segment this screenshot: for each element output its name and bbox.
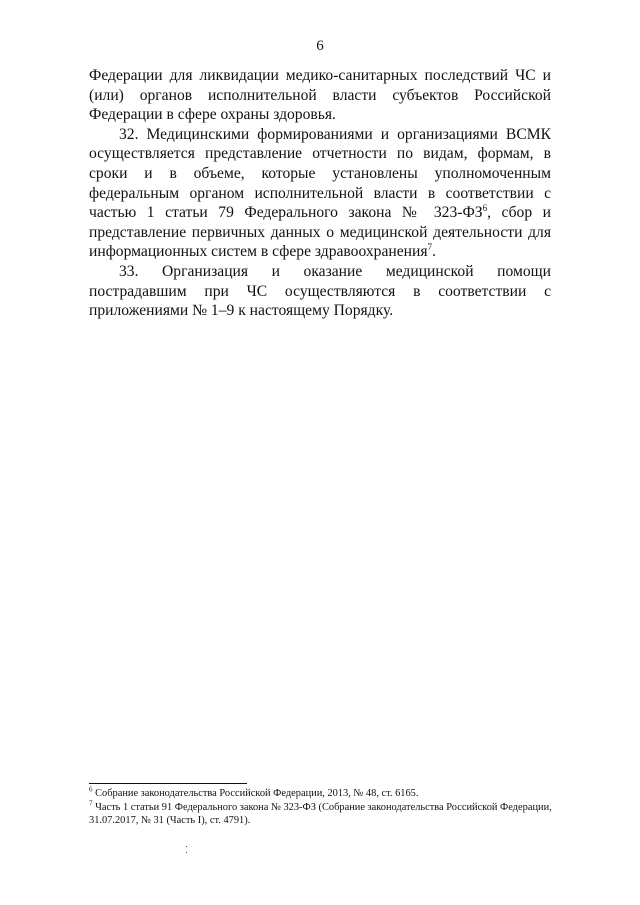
paragraph-32-text-b: , сбор и представление первичных данных о медицинской деятельности для информационных систем в сфере здравоохранения (89, 204, 551, 261)
document-body (89, 66, 551, 321)
footnote-7 (89, 801, 559, 828)
paragraph-32 (89, 125, 551, 262)
scan-speck (186, 852, 187, 853)
paragraph-33: 33. Организация и оказание медицинской помощи пострадавшим при ЧС осуществляются в соответствии с приложениями № 1–9 к настоящему Порядку. (89, 262, 551, 320)
paragraph-32-text-c: . (432, 243, 436, 261)
footnotes (89, 787, 559, 828)
scan-speck (186, 846, 187, 847)
footnote-separator (89, 783, 247, 784)
paragraph-32-text-a: 32. Медицинскими формированиями и организациями ВСМК осуществляется представление отчетности по видам, формам, в сроки и в объеме, которые установлены уполномоченным федеральным органом исполнительной власти в соответствии с частью 1 статьи 79 Федерального закона № 323-ФЗ (89, 125, 551, 222)
footnote-7-text: Часть 1 статьи 91 Федерального закона № 323-ФЗ (Собрание законодательства Российской Федерации, 31.07.2017, № 31 (Часть I), ст. 4791). (89, 801, 552, 827)
footnote-6-text: Собрание законодательства Российской Федерации, 2013, № 48, ст. 6165. (92, 788, 419, 799)
footnote-marker-7: 7 (89, 799, 93, 808)
footnote-ref-7: 7 (427, 242, 433, 253)
paragraph-continuation: Федерации для ликвидации медико-санитарных последствий ЧС и (или) органов исполнительной власти субъектов Российской Федерации в сфере охраны здоровья. (89, 67, 551, 124)
page-number: 6 (316, 38, 324, 54)
footnote-marker-6: 6 (89, 785, 93, 794)
footnote-ref-6: 6 (482, 202, 488, 213)
footnote-6 (89, 787, 559, 801)
